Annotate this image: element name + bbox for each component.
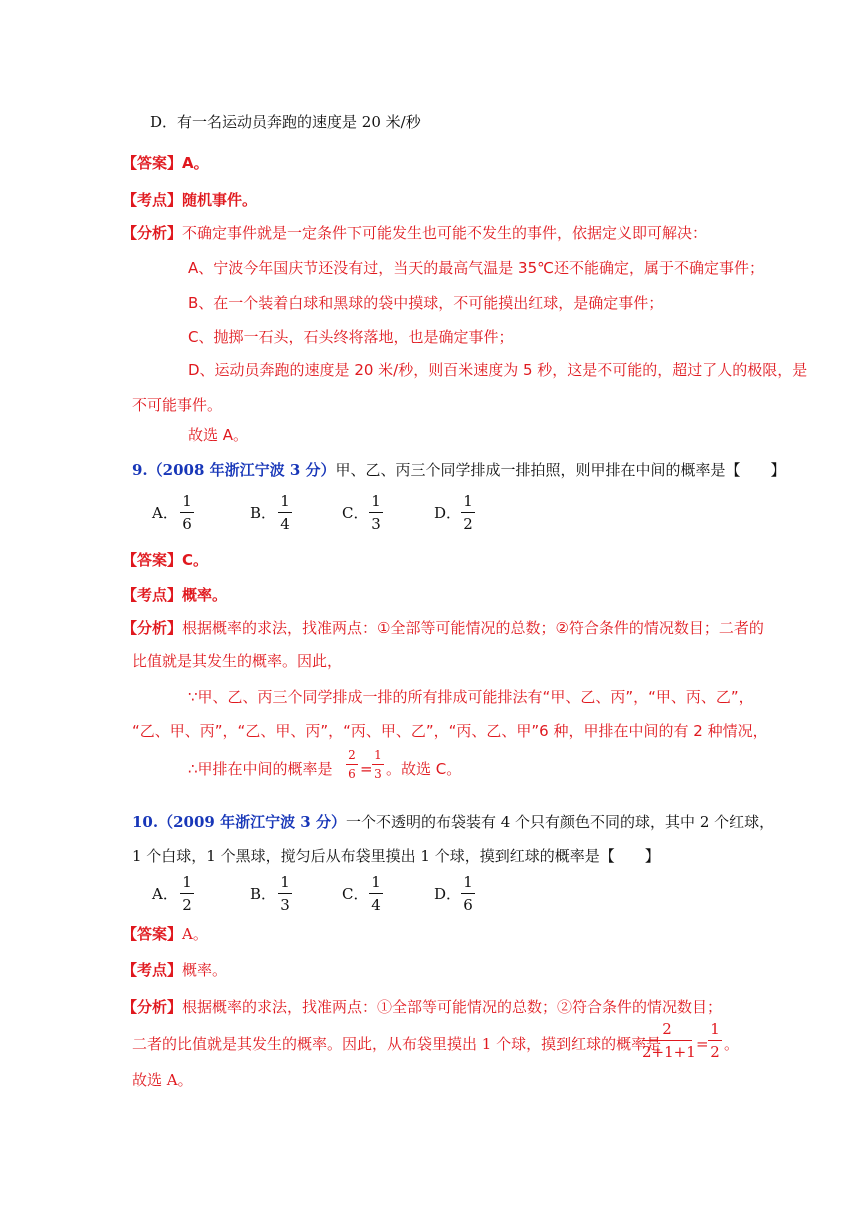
denominator: 4 — [280, 515, 290, 533]
numerator: 1 — [374, 748, 382, 762]
q10-analysis-line-1 — [122, 997, 722, 1017]
q8-analysis-line-6: 故选 A。 — [188, 426, 249, 444]
numerator: 1 — [182, 873, 192, 891]
q10-option-b-fraction — [278, 873, 292, 914]
q9-stem — [132, 460, 786, 480]
denominator: 3 — [374, 767, 382, 781]
answer-value: C。 — [182, 551, 209, 569]
q9-conclusion-fraction-1 — [346, 748, 358, 781]
q9-conclusion-pre: ∴甲排在中间的概率是 — [188, 760, 333, 778]
q10-answer — [122, 924, 208, 944]
denominator: 2+1+1 — [642, 1043, 696, 1061]
numerator: 1 — [710, 1020, 720, 1038]
answer-value: A。 — [182, 925, 208, 943]
topic-tag: 【考点】 — [122, 961, 183, 979]
topic-tag: 【考点】 — [122, 191, 183, 209]
analysis-tag: 【分析】 — [122, 619, 183, 637]
q10-topic — [122, 960, 227, 980]
q9-option-a-label: A． — [152, 504, 178, 522]
q10-stem-text: 一个不透明的布袋装有 4 个只有颜色不同的球，其中 2 个红球， — [345, 813, 775, 831]
answer-tag: 【答案】 — [122, 925, 183, 943]
topic-value: 概率。 — [182, 961, 228, 979]
denominator: 6 — [348, 767, 356, 781]
numerator: 1 — [463, 492, 473, 510]
q8-analysis-line-1: A、宁波今年国庆节还没有过，当天的最高气温是 35℃还不能确定，属于不确定事件； — [188, 259, 764, 277]
q9-option-c-label: C． — [342, 504, 369, 522]
numerator: 1 — [182, 492, 192, 510]
q10-stem-line-2: 1 个白球，1 个黑球，搅匀后从布袋里摸出 1 个球，摸到红球的概率是【 】 — [132, 847, 660, 865]
q9-option-c-fraction — [369, 492, 383, 533]
numerator: 1 — [280, 873, 290, 891]
numerator: 1 — [371, 492, 381, 510]
analysis-line-2-post: 。 — [724, 1035, 740, 1053]
analysis-text: 根据概率的求法，找准两点：①全部等可能情况的总数；②符合条件的情况数目；二者的 — [182, 619, 764, 637]
q10-option-c-label: C． — [342, 885, 369, 903]
numerator: 1 — [463, 873, 473, 891]
q8-analysis-line-3: C、抛掷一石头，石头终将落地，也是确定事件； — [188, 328, 514, 346]
q9-source: （2008 年浙江宁波 3 分） — [147, 461, 336, 479]
numerator: 2 — [662, 1020, 672, 1038]
q9-option-d-fraction — [461, 492, 475, 533]
topic-tag: 【考点】 — [122, 586, 183, 604]
denominator: 6 — [182, 515, 192, 533]
q8-answer — [122, 153, 209, 173]
q9-option-b-label: B． — [250, 504, 277, 522]
q10-fraction-1 — [642, 1020, 696, 1061]
q10-stem-line-1 — [132, 812, 774, 832]
topic-value: 概率。 — [182, 586, 228, 604]
q8-analysis-line-0 — [122, 223, 707, 243]
q9-option-b-fraction — [278, 492, 292, 533]
analysis-text: 不确定事件就是一定条件下可能发生也可能不发生的事件，依据定义即可解决： — [182, 224, 708, 242]
denominator: 2 — [463, 515, 473, 533]
q8-analysis-line-2: B、在一个装着白球和黑球的袋中摸球，不可能摸出红球，是确定事件； — [188, 294, 664, 312]
q10-equals: = — [696, 1035, 709, 1053]
q9-number: 9. — [132, 461, 148, 479]
numerator: 2 — [348, 748, 356, 762]
q9-conclusion-fraction-2 — [372, 748, 384, 781]
q8-topic — [122, 190, 257, 210]
q10-source: （2009 年浙江宁波 3 分） — [158, 813, 346, 831]
q10-option-c-fraction — [369, 873, 383, 914]
q10-option-a-label: A． — [152, 885, 178, 903]
q9-analysis-line-1: 比值就是其发生的概率。因此， — [132, 652, 343, 670]
q9-conclusion-equals: = — [360, 760, 373, 778]
denominator: 2 — [182, 896, 192, 914]
q9-analysis-line-2: ∵甲、乙、丙三个同学排成一排的所有排成可能排法有“甲、乙、丙”，“甲、丙、乙”， — [188, 688, 754, 706]
numerator: 1 — [371, 873, 381, 891]
denominator: 4 — [371, 896, 381, 914]
denominator: 6 — [463, 896, 473, 914]
q9-option-a-fraction — [180, 492, 194, 533]
denominator: 3 — [280, 896, 290, 914]
q9-stem-text: 甲、乙、丙三个同学排成一排拍照，则甲排在中间的概率是【 】 — [335, 461, 786, 479]
analysis-text: 根据概率的求法，找准两点：①全部等可能情况的总数；②符合条件的情况数目； — [182, 998, 723, 1016]
denominator: 2 — [710, 1043, 720, 1061]
q10-fraction-2 — [708, 1020, 722, 1061]
answer-tag: 【答案】 — [122, 551, 183, 569]
q10-option-a-fraction — [180, 873, 194, 914]
topic-value: 随机事件。 — [182, 191, 258, 209]
q9-option-d-label: D． — [434, 504, 462, 522]
q10-number: 10. — [132, 813, 159, 831]
numerator: 1 — [280, 492, 290, 510]
answer-value: A。 — [182, 154, 209, 172]
analysis-tag: 【分析】 — [122, 998, 183, 1016]
q9-topic — [122, 585, 227, 605]
analysis-tag: 【分析】 — [122, 224, 183, 242]
q10-option-b-label: B． — [250, 885, 277, 903]
q9-conclusion-post: 。故选 C。 — [386, 760, 462, 778]
q9-analysis-line-3: “乙、甲、丙”，“乙、甲、丙”，“丙、甲、乙”，“丙、乙、甲”6 种，甲排在中间的有 2 种情况， — [132, 722, 768, 740]
analysis-line-2-pre: 二者的比值就是其发生的概率。因此，从布袋里摸出 1 个球，摸到红球的概率是 — [132, 1035, 662, 1053]
q9-answer — [122, 550, 208, 570]
q10-final: 故选 A。 — [132, 1071, 193, 1089]
q10-option-d-label: D． — [434, 885, 462, 903]
answer-tag: 【答案】 — [122, 154, 183, 172]
denominator: 3 — [371, 515, 381, 533]
q10-option-d-fraction — [461, 873, 475, 914]
q9-analysis-line-0 — [122, 618, 764, 638]
q8-analysis-line-4: D、运动员奔跑的速度是 20 米/秒，则百米速度为 5 秒，这是不可能的，超过了人的极限，是 — [188, 361, 808, 379]
q8-analysis-line-5: 不可能事件。 — [132, 396, 223, 414]
q8-option-d: D．有一名运动员奔跑的速度是 20 米/秒 — [150, 113, 421, 131]
